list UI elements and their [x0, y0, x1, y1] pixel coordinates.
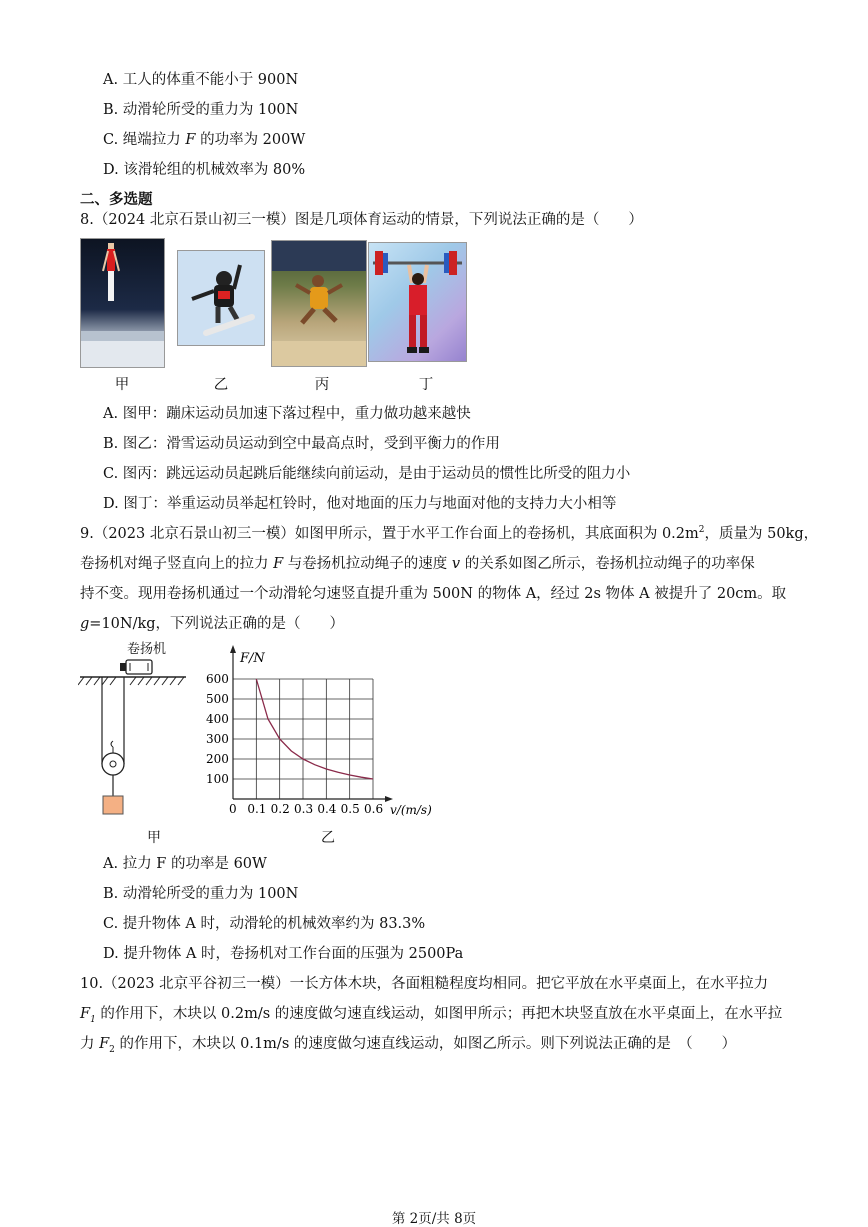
fig-yi-caption: 乙: [321, 830, 335, 846]
x-axis-label: v/(m/s): [390, 803, 432, 817]
fig-jia-caption: 甲: [147, 830, 161, 846]
photo-weightlifting: [368, 242, 467, 362]
section-title: 二、多选题: [80, 191, 153, 208]
x-tick-label: 0.3: [294, 802, 314, 816]
q10-line3-b: 的作用下，木块以 0.1m/s 的速度做匀速直线运动，如图乙所示。则下列说法正确的是 （ ）: [114, 1036, 737, 1052]
q10-stem-line1: 10.（2023 北京平谷初三一模）一长方体木块，各面粗糙程度均相同。把它平放在水平桌面上，在水平拉力: [80, 976, 769, 992]
x-axis-arrow: [385, 796, 393, 802]
q9-line2-b: 与卷扬机拉动绳子的速度: [283, 556, 452, 572]
winch-motor: [120, 663, 126, 671]
chart-grid: [233, 679, 373, 799]
y-tick-label: 400: [206, 712, 229, 726]
caption-jia: 甲: [114, 377, 130, 393]
y-tick-label: 100: [206, 772, 229, 786]
q10-sub-2: 2: [109, 1044, 115, 1055]
q10-line2-b: 的作用下，木块以 0.2m/s 的速度做匀速直线运动，如图甲所示；再把木块竖直放在水平桌面上，在水平拉: [95, 1006, 783, 1022]
q9-line1-sup: 2: [698, 525, 705, 536]
q9-stem-line4: [80, 612, 344, 633]
photo-snowboard: [177, 250, 265, 346]
q7-option-a: A. 工人的体重不能小于 900N: [103, 72, 299, 88]
origin-label: 0: [229, 802, 237, 816]
q9-line1-a: 9.（2023 北京石景山初三一模）如图甲所示，置于水平工作台面上的卷扬机，其底面积为 0.2m: [80, 526, 699, 542]
snowboarder-figure: [178, 251, 264, 345]
table-hatching: [78, 677, 184, 685]
q9-option-c: C. 提升物体 A 时，动滑轮的机械效率约为 83.3%: [103, 916, 426, 932]
photo-trampoline: [80, 238, 165, 368]
q9-var-g: g: [80, 616, 90, 632]
q9-line2-a: 卷扬机对绳子竖直向上的拉力: [80, 556, 274, 572]
object-a: [103, 796, 123, 814]
q9-option-d: D. 提升物体 A 时，卷扬机对工作台面的压强为 2500Pa: [103, 946, 464, 962]
q10-var-f2: F: [99, 1036, 110, 1052]
page-footer: 第 2页/共 8页: [391, 1211, 477, 1227]
q8-option-c: C. 图丙：跳远运动员起跳后能继续向前运动，是由于运动员的惯性比所受的阻力小: [103, 466, 631, 482]
y-axis-label: F/N: [240, 651, 265, 666]
q7-option-b: B. 动滑轮所受的重力为 100N: [103, 102, 299, 118]
q9-line1-b: ，质量为 50kg，: [704, 526, 819, 542]
long-jumper-figure: [272, 241, 366, 366]
movable-pulley: [102, 753, 124, 775]
x-tick-label: 0.4: [317, 802, 337, 816]
winch-pulley-diagram: [78, 652, 190, 820]
q10-sub-1: 1: [90, 1014, 96, 1025]
caption-ding: 丁: [418, 377, 434, 393]
x-tick-label: 0.5: [340, 802, 360, 816]
q7-option-c: [103, 128, 305, 149]
q10-stem-line3: [80, 1032, 736, 1055]
y-tick-label: 600: [206, 672, 229, 686]
y-tick-label: 200: [206, 752, 229, 766]
q9-var-v: v: [451, 556, 461, 572]
q10-var-f1: F: [80, 1006, 91, 1022]
weightlifter-figure: [369, 243, 466, 361]
q9-option-a: A. 拉力 F 的功率是 60W: [103, 856, 267, 872]
q9-stem-line2: [80, 552, 755, 573]
q8-option-d: D. 图丁：举重运动员举起杠铃时，他对地面的压力与地面对他的支持力大小相等: [103, 496, 617, 512]
q7-option-d: D. 该滑轮组的机械效率为 80%: [103, 162, 306, 178]
y-tick-label: 500: [206, 692, 229, 706]
q8-stem: 8.（2024 北京石景山初三一模）图是几项体育运动的情景，下列说法正确的是（ ）: [80, 212, 643, 228]
q8-option-a: A. 图甲：蹦床运动员加速下落过程中，重力做功越来越快: [103, 406, 471, 422]
winch-label: 卷扬机: [127, 642, 167, 657]
caption-yi: 乙: [213, 377, 229, 393]
x-tick-label: 0.1: [247, 802, 267, 816]
caption-bing: 丙: [314, 377, 330, 393]
y-axis-arrow: [230, 645, 236, 653]
trampoline-athlete-figure: [81, 239, 164, 367]
q9-line2-c: 的关系如图乙所示，卷扬机拉动绳子的功率保: [460, 556, 755, 572]
q9-stem-line3: 持不变。现用卷扬机通过一个动滑轮匀速竖直提升重为 500N 的物体 A，经过 2s 物体 A 被提升了 20cm。取: [80, 586, 787, 602]
q10-stem-line2: [80, 1002, 782, 1025]
q9-option-b: B. 动滑轮所受的重力为 100N: [103, 886, 299, 902]
x-tick-label: 0.6: [364, 802, 384, 816]
q7-var-f: F: [185, 132, 196, 148]
q9-stem-line1: [80, 522, 818, 543]
force-velocity-chart: [200, 642, 440, 822]
photo-long-jump: [271, 240, 367, 367]
q8-option-b: B. 图乙：滑雪运动员运动到空中最高点时，受到平衡力的作用: [103, 436, 500, 452]
q9-var-f: F: [273, 556, 284, 572]
force-velocity-curve: [256, 679, 373, 779]
q7-option-c-tail: 的功率为 200W: [195, 132, 306, 148]
y-tick-label: 300: [206, 732, 229, 746]
x-tick-label: 0.2: [270, 802, 290, 816]
q9-line4-b: =10N/kg，下列说法正确的是（ ）: [89, 616, 345, 632]
q7-option-c-head: C. 绳端拉力: [103, 132, 186, 148]
q10-line3-a: 力: [80, 1036, 100, 1052]
